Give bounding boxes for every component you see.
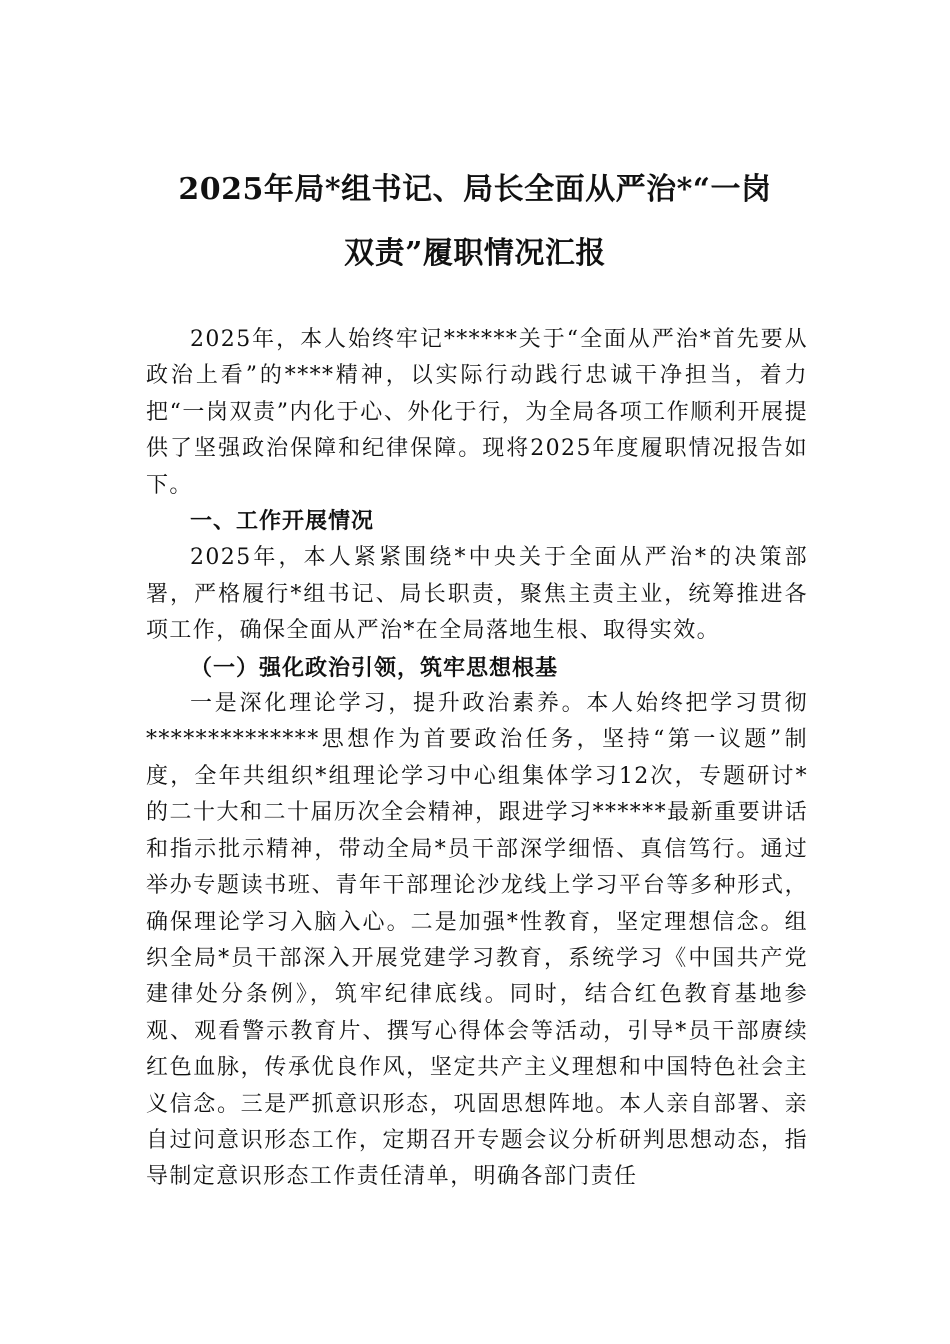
body-paragraph: 一是深化理论学习，提升政治素养。本人始终把学习贯彻**************思想作为首要政治任务，坚持“第一议题”制度，全年共组织*组理论学习中心组集体学习12次，专题研讨*的二十大和二十届历次全会精神，跟进学习******最新重要讲话和指示批示精神，带动全局*员干部深学细悟、真信笃行。通过举办专题读书班、青年干部理论沙龙线上学习平台等多种形式，确保理论学习入脑入心。二是加强*性教育，坚定理想信念。组织全局*员干部深入开展党建学习教育，系统学习《中国共产党建律处分条例》，筑牢纪律底线。同时，结合红色教育基地参观、观看警示教育片、撰写心得体会等活动，引导*员干部赓续红色血脉，传承优良作风，坚定共产主义理想和中国特色社会主义信念。三是严抓意识形态，巩固思想阵地。本人亲自部署、亲自过问意识形态工作，定期召开专题会议分析研判思想动态，指导制定意识形态工作责任清单，明确各部门责任	[146, 691, 808, 1190]
title-line-1: 2025年局*组书记、局长全面从严治*“一岗	[178, 172, 772, 207]
document-body	[146, 322, 808, 1196]
intro-paragraph: 2025年，本人始终牢记******关于“全面从严治*首先要从政治上看”的****精神，以实际行动践行忠诚干净担当，着力把“一岗双责”内化于心、外化于行，为全局各项工作顺利开展提供了坚强政治保障和纪律保障。现将2025年度履职情况报告如下。	[146, 327, 808, 498]
document-title	[130, 158, 820, 286]
section-intro-paragraph: 2025年，本人紧紧围绕*中央关于全面从严治*的决策部署，严格履行*组书记、局长职责，聚焦主责主业，统筹推进各项工作，确保全面从严治*在全局落地生根、取得实效。	[146, 545, 808, 644]
title-line-2: 双责”履职情况汇报	[344, 236, 606, 271]
section-heading: 一、工作开展情况	[190, 509, 375, 535]
subsection-heading: （一）强化政治引领，筑牢思想根基	[190, 654, 559, 681]
